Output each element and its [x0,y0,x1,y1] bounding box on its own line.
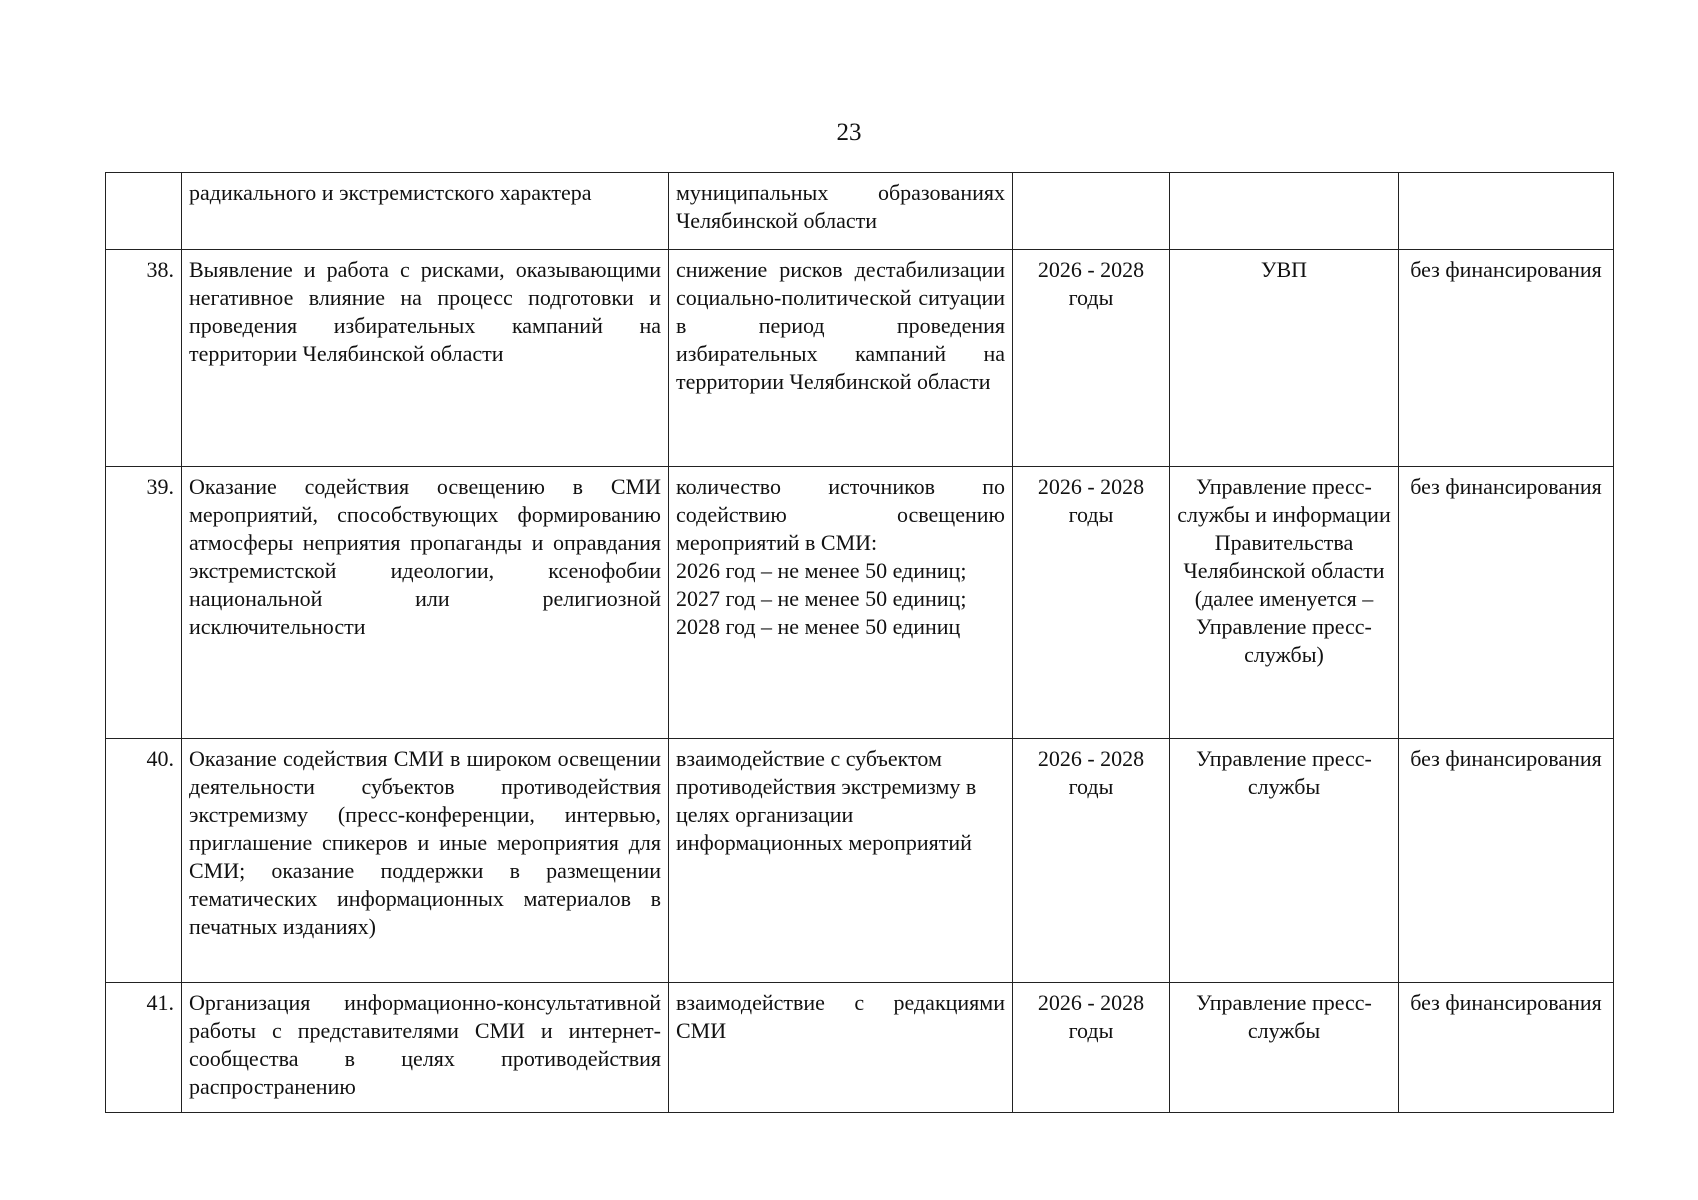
result-cell: снижение рисков дестабилизации социально-политической ситуации в период проведения избирательных кампаний на территории Челябинской области [669,250,1013,467]
responsible-cell: УВП [1170,250,1399,467]
measures-table [105,172,1614,1113]
page-number: 23 [836,119,862,146]
table-row [106,467,1614,739]
table-row [106,250,1614,467]
funding-cell: без финансирования [1399,467,1614,739]
row-number: 41. [106,983,182,1113]
funding-cell: без финансирования [1399,983,1614,1113]
term-cell: 2026 - 2028 годы [1013,467,1170,739]
term-cell: 2026 - 2028 годы [1013,250,1170,467]
activity-cell: Выявление и работа с рисками, оказывающими негативное влияние на процесс подготовки и проведения избирательных кампаний на территории Челябинской области [182,250,669,467]
funding-cell: без финансирования [1399,250,1614,467]
activity-cell: Оказание содействия освещению в СМИ мероприятий, способствующих формированию атмосферы неприятия пропаганды и оправдания экстремистской идеологии, ксенофобии национальной или религиозной исключительности [182,467,669,739]
responsible-cell: Управление пресс-службы [1170,739,1399,983]
activity-cell: Оказание содействия СМИ в широком освещении деятельности субъектов противодействия экстремизму (пресс-конференции, интервью, приглашение спикеров и иные мероприятия для СМИ; оказание поддержки в размещении тематических информационных материалов в печатных изданиях) [182,739,669,983]
row-number: 38. [106,250,182,467]
responsible-cell [1170,173,1399,250]
activity-cell: Организация информационно-консультативной работы с представителями СМИ и интернет-сообщества в целях противодействия распространению [182,983,669,1113]
responsible-cell: Управление пресс-службы [1170,983,1399,1113]
funding-cell [1399,173,1614,250]
row-number: 39. [106,467,182,739]
funding-cell: без финансирования [1399,739,1614,983]
result-line: 2027 год – не менее 50 единиц; [676,586,967,611]
table-row [106,983,1614,1113]
result-line: количество источников по содействию освещению мероприятий в СМИ: [676,474,1005,555]
result-line: 2028 год – не менее 50 единиц [676,614,961,639]
result-cell: взаимодействие с субъектом противодействия экстремизму в целях организации информационных мероприятий [669,739,1013,983]
term-cell: 2026 - 2028 годы [1013,983,1170,1113]
table-row [106,173,1614,250]
activity-cell: радикального и экстремистского характера [182,173,669,250]
table-row [106,739,1614,983]
result-line: 2026 год – не менее 50 единиц; [676,558,967,583]
responsible-cell: Управление пресс-службы и информации Правительства Челябинской области (далее именуется – Управление пресс-службы) [1170,467,1399,739]
result-cell: взаимодействие с редакциями СМИ [669,983,1013,1113]
result-cell [669,467,1013,739]
term-cell: 2026 - 2028 годы [1013,739,1170,983]
row-number [106,173,182,250]
result-cell: муниципальных образованиях Челябинской области [669,173,1013,250]
row-number: 40. [106,739,182,983]
term-cell [1013,173,1170,250]
